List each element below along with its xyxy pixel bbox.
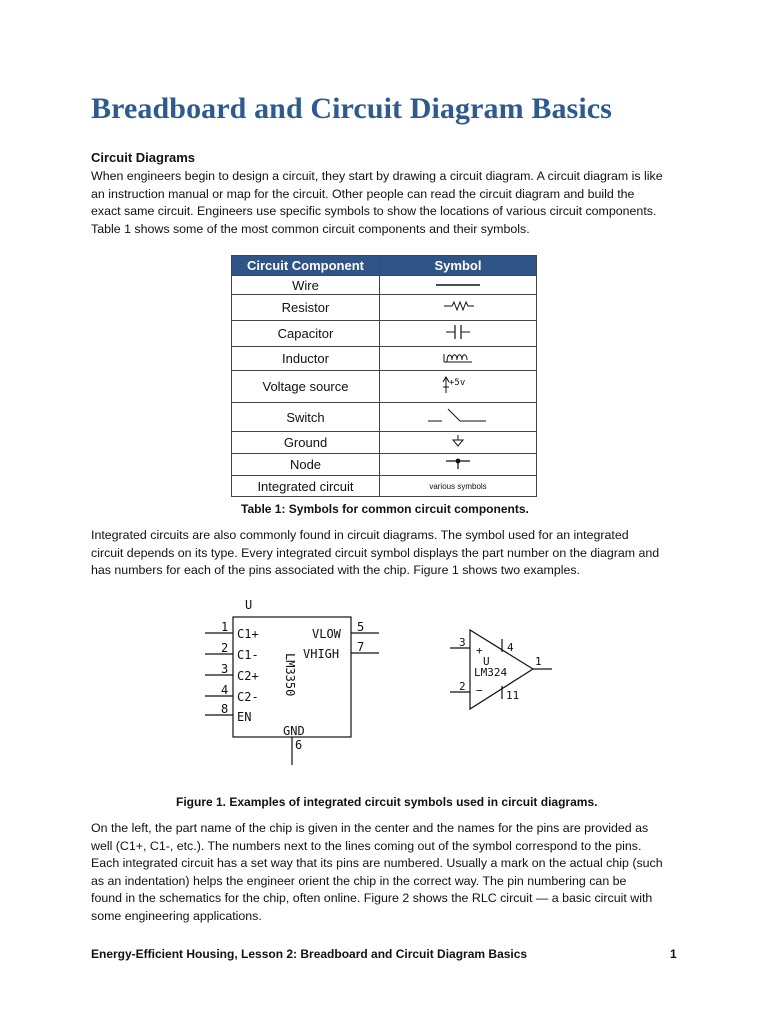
closing-line: well (C1+, C1-, etc.). The numbers next to the lines coming out of the symbol correspond to the pins. — [91, 838, 642, 853]
lm3350-ref: U — [245, 598, 253, 612]
inductor-symbol-icon — [428, 350, 488, 364]
table-header-row — [232, 256, 537, 276]
pin-name: VLOW — [312, 627, 341, 641]
symbol-cell — [380, 403, 537, 432]
symbol-cell — [380, 347, 537, 371]
symbol-cell — [380, 454, 537, 476]
page-footer: Energy-Efficient Housing, Lesson 2: Breadboard and Circuit Diagram Basics — [91, 947, 528, 961]
capacitor-symbol-icon — [428, 324, 488, 340]
table-row — [232, 276, 537, 295]
pin-name: C2- — [237, 690, 259, 704]
closing-paragraph — [91, 820, 691, 925]
intro-paragraph — [91, 168, 691, 238]
lm324-diagram — [445, 625, 565, 715]
symbol-cell — [380, 371, 537, 403]
component-cell: Wire — [232, 276, 380, 295]
intro-line: an instruction manual or map for the circuit. Other people can read the circuit diagram and build the — [91, 186, 635, 201]
intro-line: Table 1 shows some of the most common circuit components and their symbols. — [91, 221, 530, 236]
pin-number: 1 — [535, 655, 542, 668]
pin-name: C2+ — [237, 669, 259, 683]
ic-line: has numbers for each of the pins associated with the chip. Figure 1 shows two examples. — [91, 563, 580, 577]
component-cell: Capacitor — [232, 321, 380, 347]
ic-paragraph — [91, 527, 691, 580]
pin-number: 7 — [357, 640, 365, 654]
component-cell: Inductor — [232, 347, 380, 371]
component-cell: Ground — [232, 432, 380, 454]
pin-name: C1- — [237, 648, 259, 662]
table-row — [232, 321, 537, 347]
closing-line: Each integrated circuit has a set way that its pins are numbered. Usually a mark on the actual chip (such — [91, 856, 663, 870]
table-row — [232, 476, 537, 497]
pin-number: 3 — [459, 636, 466, 649]
pin-number: 3 — [221, 662, 229, 676]
voltage-source-symbol-icon — [428, 375, 488, 395]
component-cell: Resistor — [232, 295, 380, 321]
table-row — [232, 347, 537, 371]
pin-name: EN — [237, 710, 252, 724]
minus-sign: − — [476, 684, 483, 697]
component-cell: Node — [232, 454, 380, 476]
table-row — [232, 432, 537, 454]
plus-sign: + — [476, 644, 483, 657]
component-cell: Integrated circuit — [232, 476, 380, 497]
pin-number: 6 — [295, 738, 303, 752]
intro-line: exact same circuit. Engineers use specific symbols to show the locations of various circuit components. — [91, 204, 657, 218]
pin-number: 4 — [221, 683, 229, 697]
pin-number: 5 — [357, 620, 365, 634]
pin-name: C1+ — [237, 627, 259, 641]
voltage-label: +5v — [449, 378, 466, 388]
closing-line: some engineering applications. — [91, 908, 262, 923]
column-header-symbol: Symbol — [380, 256, 537, 276]
resistor-symbol-icon — [428, 300, 488, 312]
table-row — [232, 295, 537, 321]
table-row — [232, 403, 537, 432]
section-heading: Circuit Diagrams — [91, 150, 196, 165]
wire-symbol-icon — [428, 280, 488, 290]
lm324-part-name: LM324 — [474, 666, 508, 679]
pin-name: VHIGH — [303, 647, 340, 661]
symbol-cell — [380, 276, 537, 295]
closing-line: found in the schematics for the chip, often online. Figure 2 shows the RLC circuit — a basic circuit with — [91, 891, 653, 905]
closing-line: On the left, the part name of the chip is given in the center and the names for the pins are provided as — [91, 821, 649, 835]
ic-line: Integrated circuits are also commonly found in circuit diagrams. The symbol used for an integrated — [91, 528, 629, 542]
pin-number: 2 — [459, 680, 466, 693]
component-cell: Switch — [232, 403, 380, 432]
table-row — [232, 454, 537, 476]
lm3350-part-name: LM3350 — [283, 653, 297, 697]
lm324-ref: U — [483, 655, 490, 668]
pin-number: 8 — [221, 702, 229, 716]
symbols-table — [231, 255, 537, 497]
table-caption: Table 1: Symbols for common circuit components. — [241, 502, 529, 516]
switch-symbol-icon — [418, 407, 498, 425]
column-header-component: Circuit Component — [232, 256, 380, 276]
lm3350-diagram — [195, 595, 400, 770]
symbol-cell: various symbols — [380, 476, 537, 497]
page-number: 1 — [670, 947, 677, 961]
symbol-cell — [380, 295, 537, 321]
pin-number: 11 — [506, 689, 520, 702]
figure-caption: Figure 1. Examples of integrated circuit symbols used in circuit diagrams. — [176, 795, 598, 809]
node-symbol-icon — [428, 456, 488, 470]
ground-symbol-icon — [428, 434, 488, 448]
pin-number: 1 — [221, 620, 229, 634]
page-title: Breadboard and Circuit Diagram Basics — [91, 92, 612, 125]
component-cell: Voltage source — [232, 371, 380, 403]
pin-number: 4 — [507, 641, 514, 654]
table-row — [232, 371, 537, 403]
ic-line: circuit depends on its type. Every integrated circuit symbol displays the part number on the diagram and — [91, 545, 660, 560]
pin-number: 2 — [221, 641, 229, 655]
symbol-cell — [380, 321, 537, 347]
intro-line: When engineers begin to design a circuit, they start by drawing a circuit diagram. A circuit diagram is like — [91, 169, 663, 183]
symbol-cell — [380, 432, 537, 454]
pin-name: GND — [283, 724, 305, 738]
closing-line: as an indentation) helps the engineer orient the chip in the correct way. The pin numbering can be — [91, 873, 627, 888]
